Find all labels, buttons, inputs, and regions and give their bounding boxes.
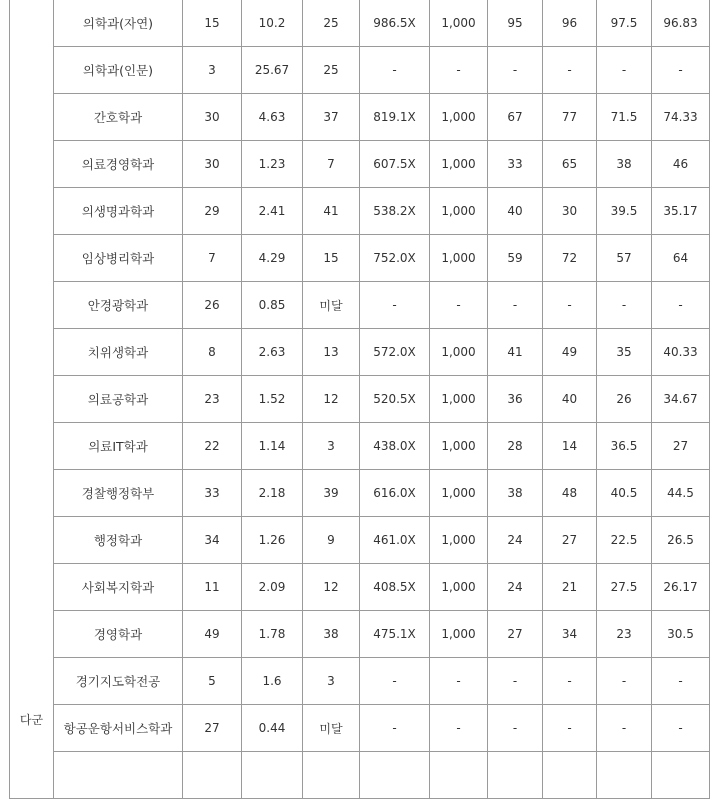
empty-cell xyxy=(183,752,242,799)
dept-cell: 안경광학과 xyxy=(54,282,183,329)
c2-cell: 49 xyxy=(543,329,597,376)
table-row xyxy=(10,752,710,799)
score-cell: 461.0X xyxy=(360,517,430,564)
extra-cell: 25 xyxy=(303,0,360,47)
dept-cell: 경찰행정학부 xyxy=(54,470,183,517)
table-row xyxy=(10,517,710,564)
quota-cell: 30 xyxy=(183,141,242,188)
c2-cell: - xyxy=(543,658,597,705)
table-row xyxy=(10,329,710,376)
score-cell: 538.2X xyxy=(360,188,430,235)
c1-cell: - xyxy=(488,47,543,94)
c4-cell: 74.33 xyxy=(652,94,710,141)
dept-cell: 간호학과 xyxy=(54,94,183,141)
extra-cell: 9 xyxy=(303,517,360,564)
rate-cell: 0.85 xyxy=(242,282,303,329)
c4-cell: 27 xyxy=(652,423,710,470)
score-cell: - xyxy=(360,282,430,329)
c4-cell: - xyxy=(652,658,710,705)
c4-cell: 40.33 xyxy=(652,329,710,376)
total-cell: 1,000 xyxy=(430,329,488,376)
rate-cell: 0.44 xyxy=(242,705,303,752)
c1-cell: 67 xyxy=(488,94,543,141)
table-row xyxy=(10,470,710,517)
total-cell: 1,000 xyxy=(430,235,488,282)
total-cell: 1,000 xyxy=(430,564,488,611)
c2-cell: - xyxy=(543,705,597,752)
quota-cell: 49 xyxy=(183,611,242,658)
extra-cell: 39 xyxy=(303,470,360,517)
rate-cell: 2.18 xyxy=(242,470,303,517)
c3-cell: 22.5 xyxy=(597,517,652,564)
extra-cell: 3 xyxy=(303,423,360,470)
empty-cell xyxy=(488,752,543,799)
c4-cell: 96.83 xyxy=(652,0,710,47)
rate-cell: 1.23 xyxy=(242,141,303,188)
score-cell: 752.0X xyxy=(360,235,430,282)
c4-cell: - xyxy=(652,282,710,329)
c3-cell: 57 xyxy=(597,235,652,282)
score-cell: 408.5X xyxy=(360,564,430,611)
rate-cell: 1.52 xyxy=(242,376,303,423)
table-body xyxy=(10,0,710,799)
empty-cell xyxy=(303,752,360,799)
c3-cell: 27.5 xyxy=(597,564,652,611)
table-row xyxy=(10,235,710,282)
extra-cell: 7 xyxy=(303,141,360,188)
c4-cell: 35.17 xyxy=(652,188,710,235)
c1-cell: 59 xyxy=(488,235,543,282)
quota-cell: 15 xyxy=(183,0,242,47)
dept-cell: 임상병리학과 xyxy=(54,235,183,282)
extra-cell: 12 xyxy=(303,376,360,423)
extra-cell: 12 xyxy=(303,564,360,611)
total-cell: 1,000 xyxy=(430,423,488,470)
table-row xyxy=(10,376,710,423)
c2-cell: 72 xyxy=(543,235,597,282)
c2-cell: 30 xyxy=(543,188,597,235)
extra-cell: 37 xyxy=(303,94,360,141)
total-cell: 1,000 xyxy=(430,376,488,423)
empty-cell xyxy=(430,752,488,799)
extra-cell: 3 xyxy=(303,658,360,705)
rate-cell: 25.67 xyxy=(242,47,303,94)
c4-cell: 44.5 xyxy=(652,470,710,517)
c2-cell: 77 xyxy=(543,94,597,141)
rate-cell: 2.63 xyxy=(242,329,303,376)
quota-cell: 34 xyxy=(183,517,242,564)
dept-cell: 항공운항서비스학과 xyxy=(54,705,183,752)
c4-cell: 34.67 xyxy=(652,376,710,423)
extra-cell: 15 xyxy=(303,235,360,282)
c1-cell: - xyxy=(488,658,543,705)
table-row xyxy=(10,0,710,47)
dept-cell: 의학과(자연) xyxy=(54,0,183,47)
dept-cell: 의생명과학과 xyxy=(54,188,183,235)
c3-cell: 23 xyxy=(597,611,652,658)
total-cell: 1,000 xyxy=(430,517,488,564)
c4-cell: 64 xyxy=(652,235,710,282)
c2-cell: - xyxy=(543,47,597,94)
score-cell: 616.0X xyxy=(360,470,430,517)
quota-cell: 33 xyxy=(183,470,242,517)
total-cell: - xyxy=(430,47,488,94)
extra-cell: 25 xyxy=(303,47,360,94)
score-cell: 572.0X xyxy=(360,329,430,376)
empty-cell xyxy=(54,752,183,799)
c3-cell: 39.5 xyxy=(597,188,652,235)
c4-cell: 26.5 xyxy=(652,517,710,564)
rate-cell: 4.63 xyxy=(242,94,303,141)
c1-cell: 95 xyxy=(488,0,543,47)
rate-cell: 2.41 xyxy=(242,188,303,235)
rate-cell: 1.26 xyxy=(242,517,303,564)
score-cell: 819.1X xyxy=(360,94,430,141)
c3-cell: - xyxy=(597,282,652,329)
table-row xyxy=(10,47,710,94)
score-cell: 438.0X xyxy=(360,423,430,470)
c1-cell: 24 xyxy=(488,517,543,564)
score-cell: 475.1X xyxy=(360,611,430,658)
extra-cell: 미달 xyxy=(303,705,360,752)
c1-cell: - xyxy=(488,705,543,752)
quota-cell: 5 xyxy=(183,658,242,705)
c2-cell: 21 xyxy=(543,564,597,611)
c4-cell: - xyxy=(652,47,710,94)
table-row xyxy=(10,141,710,188)
table-row xyxy=(10,564,710,611)
c1-cell: 24 xyxy=(488,564,543,611)
extra-cell: 13 xyxy=(303,329,360,376)
c2-cell: 14 xyxy=(543,423,597,470)
c1-cell: 28 xyxy=(488,423,543,470)
table-row xyxy=(10,94,710,141)
c3-cell: - xyxy=(597,658,652,705)
quota-cell: 29 xyxy=(183,188,242,235)
c2-cell: 34 xyxy=(543,611,597,658)
dept-cell: 행정학과 xyxy=(54,517,183,564)
dept-cell: 의료경영학과 xyxy=(54,141,183,188)
c1-cell: 33 xyxy=(488,141,543,188)
rate-cell: 1.6 xyxy=(242,658,303,705)
total-cell: - xyxy=(430,658,488,705)
rate-cell: 2.09 xyxy=(242,564,303,611)
total-cell: 1,000 xyxy=(430,470,488,517)
c2-cell: - xyxy=(543,282,597,329)
quota-cell: 7 xyxy=(183,235,242,282)
group-cell xyxy=(10,0,54,799)
empty-cell xyxy=(597,752,652,799)
quota-cell: 22 xyxy=(183,423,242,470)
quota-cell: 23 xyxy=(183,376,242,423)
quota-cell: 27 xyxy=(183,705,242,752)
rate-cell: 4.29 xyxy=(242,235,303,282)
rate-cell: 10.2 xyxy=(242,0,303,47)
c3-cell: 26 xyxy=(597,376,652,423)
c1-cell: 27 xyxy=(488,611,543,658)
quota-cell: 30 xyxy=(183,94,242,141)
admission-results-table xyxy=(9,0,710,799)
rate-cell: 1.78 xyxy=(242,611,303,658)
extra-cell: 미달 xyxy=(303,282,360,329)
c2-cell: 65 xyxy=(543,141,597,188)
table-row xyxy=(10,423,710,470)
total-cell: 1,000 xyxy=(430,188,488,235)
c1-cell: 41 xyxy=(488,329,543,376)
quota-cell: 3 xyxy=(183,47,242,94)
c3-cell: 40.5 xyxy=(597,470,652,517)
total-cell: - xyxy=(430,705,488,752)
quota-cell: 26 xyxy=(183,282,242,329)
table-row xyxy=(10,188,710,235)
dept-cell: 경영학과 xyxy=(54,611,183,658)
dept-cell: 사회복지학과 xyxy=(54,564,183,611)
total-cell: - xyxy=(430,282,488,329)
score-cell: 986.5X xyxy=(360,0,430,47)
empty-cell xyxy=(360,752,430,799)
quota-cell: 11 xyxy=(183,564,242,611)
score-cell: - xyxy=(360,47,430,94)
score-cell: - xyxy=(360,658,430,705)
empty-cell xyxy=(543,752,597,799)
c1-cell: 38 xyxy=(488,470,543,517)
table-row xyxy=(10,658,710,705)
c3-cell: 36.5 xyxy=(597,423,652,470)
c2-cell: 40 xyxy=(543,376,597,423)
c4-cell: 30.5 xyxy=(652,611,710,658)
dept-cell: 의료공학과 xyxy=(54,376,183,423)
empty-cell xyxy=(242,752,303,799)
c2-cell: 96 xyxy=(543,0,597,47)
c4-cell: 46 xyxy=(652,141,710,188)
c4-cell: - xyxy=(652,705,710,752)
group-label: 다군 xyxy=(19,712,44,727)
total-cell: 1,000 xyxy=(430,141,488,188)
table-row xyxy=(10,611,710,658)
extra-cell: 41 xyxy=(303,188,360,235)
c4-cell: 26.17 xyxy=(652,564,710,611)
score-cell: 607.5X xyxy=(360,141,430,188)
table-row xyxy=(10,282,710,329)
c1-cell: - xyxy=(488,282,543,329)
total-cell: 1,000 xyxy=(430,611,488,658)
dept-cell: 경기지도학전공 xyxy=(54,658,183,705)
total-cell: 1,000 xyxy=(430,94,488,141)
dept-cell: 치위생학과 xyxy=(54,329,183,376)
c3-cell: 97.5 xyxy=(597,0,652,47)
table-row xyxy=(10,705,710,752)
c3-cell: - xyxy=(597,47,652,94)
c2-cell: 27 xyxy=(543,517,597,564)
total-cell: 1,000 xyxy=(430,0,488,47)
score-cell: - xyxy=(360,705,430,752)
c1-cell: 36 xyxy=(488,376,543,423)
dept-cell: 의료IT학과 xyxy=(54,423,183,470)
c3-cell: 71.5 xyxy=(597,94,652,141)
dept-cell: 의학과(인문) xyxy=(54,47,183,94)
c1-cell: 40 xyxy=(488,188,543,235)
c3-cell: 38 xyxy=(597,141,652,188)
rate-cell: 1.14 xyxy=(242,423,303,470)
empty-cell xyxy=(652,752,710,799)
c2-cell: 48 xyxy=(543,470,597,517)
quota-cell: 8 xyxy=(183,329,242,376)
c3-cell: 35 xyxy=(597,329,652,376)
score-cell: 520.5X xyxy=(360,376,430,423)
c3-cell: - xyxy=(597,705,652,752)
extra-cell: 38 xyxy=(303,611,360,658)
